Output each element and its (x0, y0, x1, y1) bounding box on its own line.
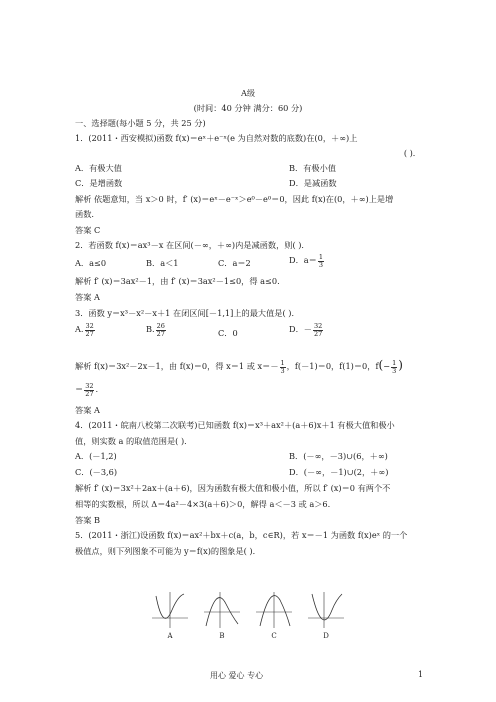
q2-option-d (289, 254, 325, 268)
q3-option-a-prefix: A. (75, 324, 84, 334)
q1-stem: 1．(2011・西安模拟)函数 f(x)＝eˣ＋e⁻ˣ(e 为自然对数的底数)在(0，＋∞)上 (75, 133, 358, 143)
fraction (313, 323, 323, 337)
fraction-numerator: 32 (313, 322, 323, 330)
q3-option-d (289, 323, 324, 337)
graph-label-d: D (323, 632, 329, 640)
page-number: 1 (418, 670, 424, 679)
time-limit: (时间：40 分钟 满分：60 分) (193, 103, 303, 113)
q4-solution-line1: 解析 f′ (x)＝3x²＋2ax＋(a＋6)，因为函数有极大值和极小值，所以 f′ (x)＝0 有两个不 (75, 483, 391, 493)
q3-stem: 3．函数 y＝x³－x²－x＋1 在闭区间[－1,1]上的最大值是( )． (75, 308, 300, 318)
q3-solution-line1 (75, 360, 403, 374)
paren-close: ) (398, 358, 403, 372)
section-heading: 一、选择题(每小题 5 分，共 25 分) (75, 118, 206, 128)
fraction-numerator: 32 (85, 382, 94, 390)
q1-option-c: C．是增函数 (75, 178, 123, 188)
fraction-denominator: 3 (392, 366, 397, 375)
q4-stem-line1: 4．(2011・皖南八校第二次联考)已知函数 f(x)＝x³＋ax²＋(a＋6)x＋1 有极大值和极小 (75, 420, 395, 430)
q1-solution-line2: 函数. (75, 209, 94, 219)
q1-option-b: B．有极小值 (289, 163, 336, 173)
graph-label-a: A (167, 632, 173, 640)
footer-text: 用心 爱心 专心 (210, 671, 264, 680)
fraction (318, 254, 324, 268)
graph-label-b: B (219, 632, 225, 640)
q1-solution-line1: 解析 依题意知，当 x＞0 时，f′ (x)＝eˣ－e⁻ˣ＞e⁰－e⁰＝0，因此 f(x)在(0，＋∞)上是增 (75, 194, 394, 204)
period: . (95, 384, 99, 394)
q1-bracket: ( )． (403, 148, 421, 158)
page-title: A级 (240, 88, 256, 98)
q4-answer: 答案 B (75, 515, 100, 525)
q2-stem: 2．若函数 f(x)＝ax³－x 在区间(－∞，＋∞)内是减函数，则( )． (75, 240, 310, 250)
q4-stem-line2: 值，则实数 a 的取值范围是( )． (75, 436, 193, 446)
fraction (391, 360, 397, 374)
q2-answer: 答案 A (75, 292, 100, 302)
fraction (84, 383, 94, 397)
fraction-denominator: 3 (280, 366, 285, 375)
fraction-denominator: 27 (313, 329, 323, 338)
q3-option-d-prefix: D．－ (289, 324, 312, 334)
minus-sign: − (383, 361, 391, 371)
q5-stem-line2: 极值点，则下列图象不可能为 y＝f(x)的图象是( )． (75, 546, 261, 556)
fraction-numerator: 1 (280, 359, 285, 367)
q2-solution: 解析 f′ (x)＝3ax²－1，由 f′ (x)＝3ax²－1≤0，得 a≤0. (75, 276, 280, 286)
fraction (156, 323, 166, 337)
q3-answer: 答案 A (75, 405, 100, 415)
paren-open: ( (378, 358, 384, 372)
q3-solution-text-2: ，f(－1)＝0，f(1)＝0，f (286, 361, 379, 371)
graph-a (150, 590, 190, 630)
fraction-numerator: 26 (156, 322, 165, 330)
q5-graph-options (150, 590, 350, 640)
graph-b (202, 590, 242, 630)
fraction-numerator: 1 (392, 359, 397, 367)
q5-stem-line1: 5．(2011・浙江)设函数 f(x)＝ax²＋bx＋c(a，b，c∈R)，若 x＝－1 为函数 f(x)eˣ 的一个 (75, 530, 408, 540)
q4-solution-line2: 相等的实数根，所以 Δ＝4a²－4×3(a＋6)＞0，解得 a＜－3 或 a＞6. (75, 499, 331, 509)
q3-option-c: C．0 (218, 328, 238, 338)
q3-option-a (75, 323, 96, 337)
q3-solution-text: 解析 f(x)＝3x²－2x－1，由 f(x)＝0，得 x＝1 或 x＝－ (75, 361, 279, 371)
q2-option-b: B．a＜1 (146, 258, 179, 268)
q4-option-a: A．(－1,2) (75, 451, 117, 461)
fraction-numerator: 1 (318, 253, 323, 261)
q3-option-b (146, 323, 167, 337)
q2-option-c: C．a＝2 (218, 258, 251, 268)
q4-option-c: C．(－3,6) (75, 467, 118, 477)
q2-option-a: A．a≤0 (75, 258, 107, 268)
q1-answer: 答案 C (75, 225, 101, 235)
q1-option-a: A．有极大值 (75, 163, 122, 173)
fraction-denominator: 27 (85, 389, 94, 398)
q3-option-b-prefix: B. (146, 324, 155, 334)
fraction-denominator: 27 (156, 329, 165, 338)
q4-option-d: D．(－∞，－1)∪(2，＋∞) (289, 467, 389, 477)
graph-d (306, 590, 346, 630)
equals-sign: ＝ (75, 384, 84, 394)
fraction (85, 323, 95, 337)
fraction-denominator: 27 (85, 329, 94, 338)
graph-c (254, 590, 294, 630)
q1-option-d: D．是减函数 (289, 178, 337, 188)
fraction-numerator: 32 (85, 322, 94, 330)
q4-option-b: B．(－∞，－3)∪(6，＋∞) (289, 451, 388, 461)
q2-option-d-prefix: D．a＝ (289, 255, 317, 265)
q3-solution-line2 (75, 383, 98, 397)
fraction-denominator: 3 (318, 260, 323, 269)
fraction (280, 360, 286, 374)
graph-label-c: C (271, 632, 277, 640)
